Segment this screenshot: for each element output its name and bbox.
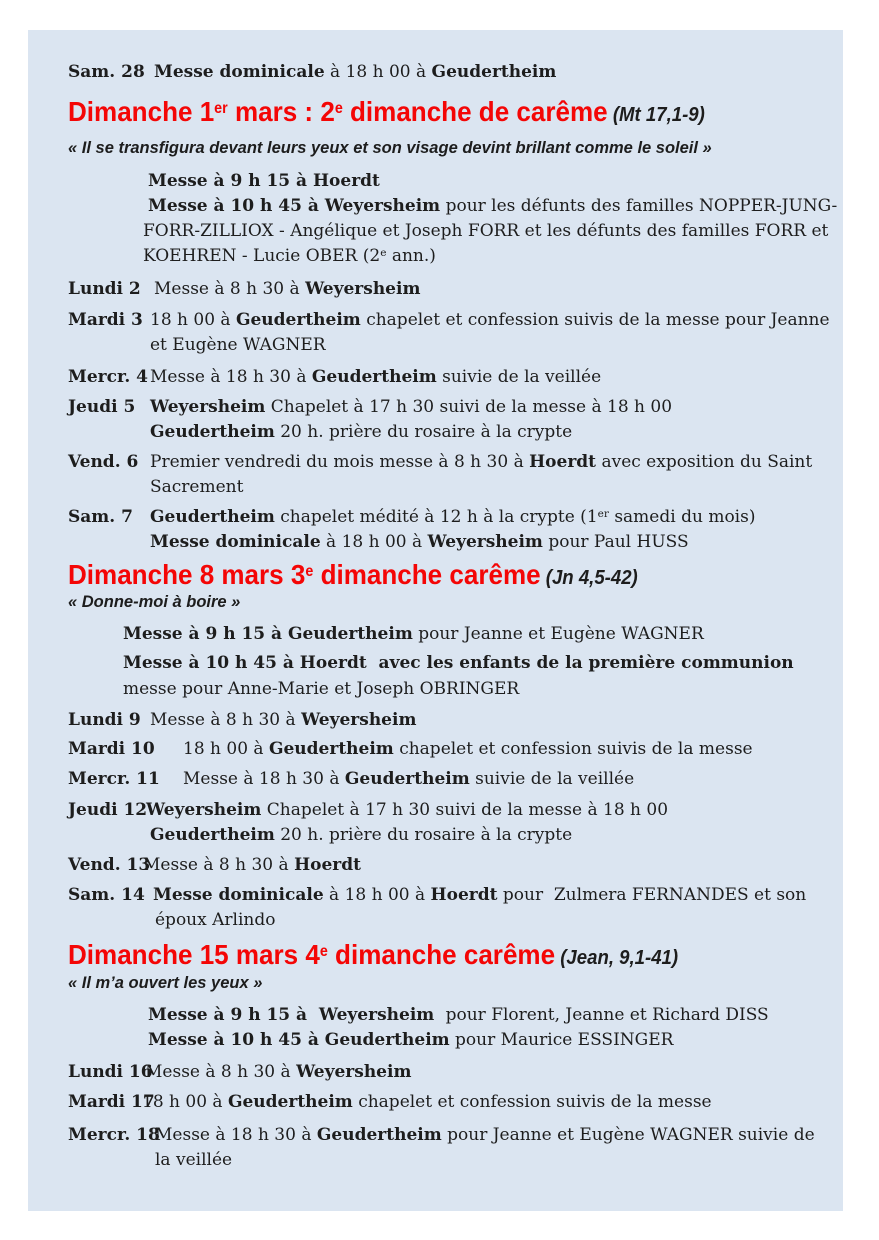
text-segment: suivie de la veillée	[469, 769, 635, 789]
heading-text: dimanche carême	[327, 939, 556, 970]
continuation-line	[150, 530, 689, 555]
scripture-ref: (Jn 4,5-42)	[540, 567, 638, 589]
text-segment: Messe à 8 h 30 à	[143, 855, 295, 875]
place-name: Geudertheim	[235, 310, 361, 330]
entry-line	[68, 60, 556, 85]
text-segment: et Eugène WAGNER	[150, 335, 326, 355]
entry-line	[68, 708, 416, 733]
place-name: Hoerdt	[529, 452, 597, 472]
day-label: Lundi 2	[68, 279, 141, 299]
text-segment: Messe à 9 h 15 à Geudertheim	[123, 624, 413, 644]
entry-line	[68, 395, 672, 420]
heading-text: Dimanche 1	[68, 96, 215, 127]
ordinal-superscript: er	[597, 508, 609, 521]
entry-line	[68, 450, 812, 475]
entry-line	[68, 853, 361, 878]
text-segment: Chapelet à 17 h 30 suivi de la messe à 18 h 00	[261, 800, 669, 820]
place-name: Geudertheim	[311, 367, 437, 387]
continuation-line	[150, 420, 572, 445]
heading-text: mars : 2	[227, 96, 335, 127]
text-segment: Premier vendredi du mois messe à 8 h 30 à	[150, 452, 530, 472]
place-name: Geudertheim	[268, 739, 394, 759]
text-segment: Messe à 10 h 45 à Geudertheim	[148, 1030, 450, 1050]
text-segment: Messe à 18 h 30 à	[150, 367, 312, 387]
day-label: Mardi 3	[68, 310, 143, 330]
day-label: Lundi 16	[68, 1062, 153, 1082]
text-segment: FORR-ZILLIOX - Angélique et Joseph FORR et les défunts des familles FORR et	[143, 221, 829, 241]
heading-text: Dimanche 15 mars 4	[68, 939, 320, 970]
text-segment: 18 h 00 à	[150, 310, 236, 330]
text-segment: à 18 h 00 à	[324, 62, 432, 82]
text-segment: Messe à 18 h 30 à	[155, 1125, 317, 1145]
heading-text: dimanche de carême	[342, 96, 608, 127]
place-name: Weyersheim	[150, 397, 266, 417]
day-label: Mercr. 4	[68, 367, 149, 387]
ordinal-superscript: e	[380, 247, 387, 260]
text-segment: Messe à 18 h 30 à	[183, 769, 345, 789]
place-name: Hoerdt	[294, 855, 361, 875]
text-segment: Messe à 10 h 45 à Hoerdt avec les enfants de la première communion	[123, 653, 794, 673]
mass-line	[148, 169, 380, 194]
day-label: Jeudi 5	[68, 397, 136, 417]
entry-line	[68, 308, 830, 333]
text-segment: à 18 h 00 à	[323, 885, 431, 905]
entry-line	[68, 1060, 411, 1085]
text-segment: KOEHREN - Lucie OBER (2	[143, 246, 381, 266]
text-segment: la veillée	[155, 1150, 233, 1170]
text-segment: chapelet médité à 12 h à la crypte (1	[274, 507, 598, 527]
entry-line	[68, 1090, 712, 1115]
entry-line	[68, 505, 755, 532]
place-name: Hoerdt	[430, 885, 498, 905]
mass-line	[148, 1003, 769, 1028]
entry-line	[68, 767, 634, 792]
text-segment: Chapelet à 17 h 30 suivi de la messe à 18 h 00	[265, 397, 673, 417]
place-name: Geudertheim	[150, 507, 275, 527]
place-name: Geudertheim	[150, 825, 275, 845]
text-segment: Messe à 8 h 30 à	[154, 279, 306, 299]
continuation-line	[143, 244, 436, 271]
text-segment: époux Arlindo	[155, 910, 276, 930]
text-segment: Messe dominicale	[154, 62, 325, 82]
place-name: Weyersheim	[146, 800, 262, 820]
text-segment: Messe à 9 h 15 à Hoerdt	[148, 171, 380, 191]
entry-line	[68, 798, 668, 823]
text-segment: pour Paul HUSS	[542, 532, 689, 552]
place-name: Weyersheim	[301, 710, 417, 730]
continuation-line	[155, 908, 275, 933]
place-name: Geudertheim	[431, 62, 557, 82]
text-segment: 20 h. prière du rosaire à la crypte	[274, 825, 573, 845]
day-label: Mardi 17	[68, 1092, 155, 1112]
day-label: Vend. 13	[68, 855, 151, 875]
text-segment: pour Florent, Jeanne et Richard DISS	[440, 1005, 769, 1025]
text-segment: Messe à 8 h 30 à	[145, 1062, 297, 1082]
text-segment: 20 h. prière du rosaire à la crypte	[274, 422, 573, 442]
text-segment: 18 h 00 à	[183, 739, 269, 759]
entry-line	[68, 1123, 815, 1148]
entry-line	[68, 883, 806, 908]
heading-text: dimanche carême	[313, 559, 541, 590]
place-name: Weyersheim	[305, 279, 421, 299]
scripture-ref: (Mt 17,1-9)	[607, 104, 705, 126]
text-segment: Messe à 8 h 30 à	[150, 710, 302, 730]
day-label: Sam. 7	[68, 507, 133, 527]
place-name: Geudertheim	[344, 769, 470, 789]
place-name: Weyersheim	[427, 532, 543, 552]
text-segment: Sacrement	[150, 477, 244, 497]
ordinal-superscript: e	[334, 100, 343, 118]
text-segment: Messe à 9 h 15 à Weyersheim	[148, 1005, 441, 1025]
text-segment: 18 h 00 à	[142, 1092, 228, 1112]
scripture-ref: (Jean, 9,1-41)	[555, 947, 679, 969]
text-segment: ann.)	[386, 246, 436, 266]
gospel-quote: « Il m’a ouvert les yeux »	[68, 974, 263, 992]
text-segment: à 18 h 00 à	[320, 532, 428, 552]
entry-line	[68, 277, 420, 302]
continuation-line	[123, 677, 519, 702]
continuation-line	[150, 333, 326, 358]
place-name: Geudertheim	[316, 1125, 442, 1145]
ordinal-superscript: e	[319, 943, 328, 961]
text-segment: avec exposition du Saint	[596, 452, 813, 472]
day-label: Mercr. 18	[68, 1125, 160, 1145]
day-label: Sam. 14	[68, 885, 145, 905]
text-segment: suivie de la veillée	[436, 367, 602, 387]
day-label: Mercr. 11	[68, 769, 160, 789]
heading-text: Dimanche 8 mars 3	[68, 559, 306, 590]
day-label: Vend. 6	[68, 452, 139, 472]
continuation-line	[150, 475, 243, 500]
gospel-quote: « Donne-moi à boire »	[68, 593, 241, 611]
mass-line	[123, 622, 704, 647]
text-segment: pour Maurice ESSINGER	[449, 1030, 674, 1050]
place-name: Geudertheim	[150, 422, 275, 442]
text-segment: chapelet et confession suivis de la messe	[393, 739, 753, 759]
mass-line	[148, 1028, 673, 1053]
day-label: Mardi 10	[68, 739, 155, 759]
text-segment: samedi du mois)	[608, 507, 756, 527]
day-label: Sam. 28	[68, 62, 145, 82]
text-segment: Messe à 10 h 45 à Weyersheim	[148, 196, 441, 216]
mass-line	[148, 194, 837, 219]
text-segment: pour Jeanne et Eugène WAGNER suivie de	[441, 1125, 815, 1145]
place-name: Geudertheim	[227, 1092, 353, 1112]
day-label: Lundi 9	[68, 710, 141, 730]
text-segment: pour les défunts des familles NOPPER-JUNG-	[440, 196, 838, 216]
section-heading	[68, 95, 705, 134]
entry-line	[68, 365, 601, 390]
text-segment: Messe dominicale	[153, 885, 324, 905]
ordinal-superscript: e	[305, 563, 314, 581]
entry-line	[68, 737, 753, 762]
text-segment: Messe dominicale	[150, 532, 321, 552]
text-segment: pour Zulmera FERNANDES et son	[497, 885, 807, 905]
text-segment: pour Jeanne et Eugène WAGNER	[412, 624, 704, 644]
mass-line	[123, 651, 794, 676]
day-label: Jeudi 12	[68, 800, 148, 820]
text-segment: chapelet et confession suivis de la messe	[352, 1092, 712, 1112]
text-segment: messe pour Anne-Marie et Joseph OBRINGER	[123, 679, 520, 699]
continuation-line	[150, 823, 572, 848]
text-segment: chapelet et confession suivis de la messe pour Jeanne	[360, 310, 830, 330]
ordinal-superscript: er	[214, 100, 228, 118]
gospel-quote: « Il se transfigura devant leurs yeux et son visage devint brillant comme le soleil »	[68, 139, 712, 157]
continuation-line	[155, 1148, 232, 1173]
continuation-line	[143, 219, 828, 244]
place-name: Weyersheim	[296, 1062, 412, 1082]
